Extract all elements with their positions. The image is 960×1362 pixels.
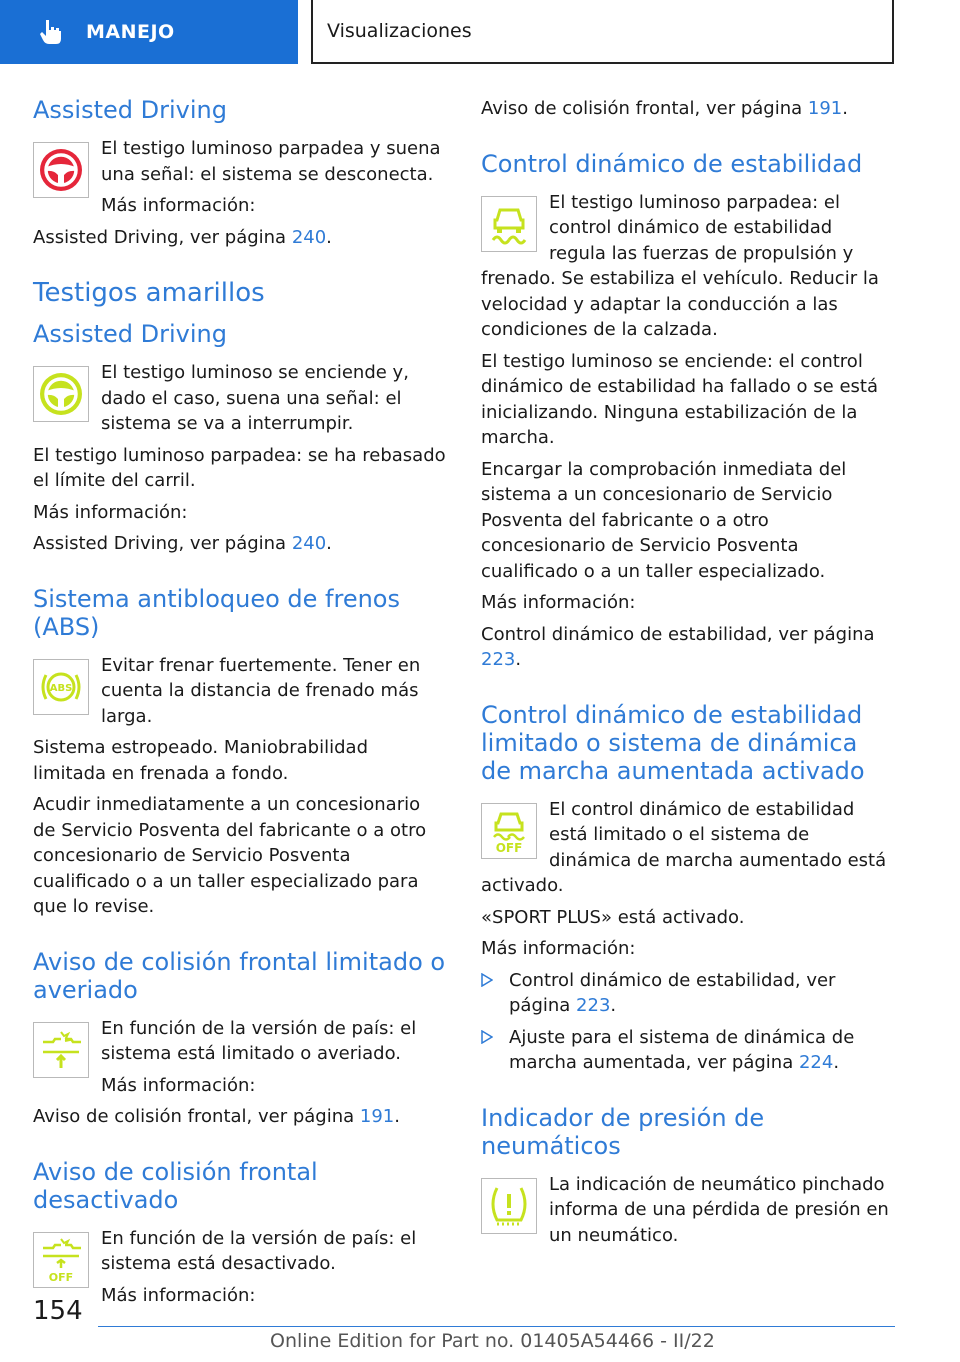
abs-icon-label: ABS — [49, 682, 73, 694]
page-link-191[interactable]: 191 — [359, 1106, 395, 1127]
page-link-191[interactable]: 191 — [807, 98, 843, 119]
stability-off-icon — [481, 803, 537, 859]
chapter-tab — [0, 0, 298, 64]
paragraph: Acudir inmediatamente a un concesionario de Servicio Posventa del fabricante o a otro concesionario de Servicio Posventa cualificado o a un taller especializado para que lo revise. — [33, 794, 427, 917]
triangle-bullet-icon — [481, 1030, 493, 1044]
hand-icon — [36, 17, 66, 47]
footer-divider — [98, 1326, 895, 1327]
block-assisted-driving-red — [33, 136, 446, 225]
heading-dsc: Control dinámico de estabilidad — [481, 149, 863, 178]
page-reference: Control dinámico de estabilidad, ver página 223. — [481, 623, 875, 670]
section-title-box — [311, 0, 894, 64]
left-column — [33, 96, 446, 1314]
reference-text: Ajuste para el sistema de dinámica de marcha aumentada, ver página — [509, 1026, 855, 1073]
heading-assisted-driving-yellow: Assisted Driving — [33, 320, 227, 348]
paragraph: Más información: — [101, 195, 256, 216]
page-link-240[interactable]: 240 — [291, 226, 327, 248]
tire-pressure-icon — [481, 1178, 537, 1234]
paragraph: Más información: — [33, 501, 188, 523]
block-collision-limited — [33, 1016, 446, 1105]
reference-text: Assisted Driving, ver página — [33, 533, 292, 554]
paragraph: Más información: — [101, 1284, 256, 1306]
heading-testigos-amarillos: Testigos amarillos — [33, 278, 265, 308]
paragraph: La indicación de neumático pinchado informa de una pérdida de presión en un neumático. — [549, 1173, 889, 1246]
steering-wheel-yellow-icon — [33, 366, 89, 422]
page-number: 154 — [33, 1296, 83, 1326]
stability-control-icon — [481, 196, 537, 252]
steering-wheel-red-icon — [33, 142, 89, 198]
block-assisted-driving-yellow — [33, 360, 446, 443]
heading-collision-off: Aviso de colisión frontal desactivado — [33, 1157, 318, 1214]
reference-text: Assisted Driving, ver página — [33, 226, 292, 248]
reference-text: Aviso de colisión frontal, ver página — [33, 1106, 360, 1127]
reference-text: Aviso de colisión frontal, ver página — [481, 98, 808, 119]
off-icon-label: OFF — [495, 840, 523, 855]
block-tire-pressure — [481, 1172, 894, 1255]
reference-list — [481, 968, 894, 1076]
block-abs — [33, 653, 446, 736]
paragraph: El testigo luminoso parpadea: se ha rebasado el límite del carril. — [33, 444, 446, 491]
reference-text: Control dinámico de estabilidad, ver página — [509, 969, 836, 1016]
paragraph: Encargar la comprobación inmediata del sistema a un concesionario de Servicio Posventa del fabricante o a otro concesionario de Servicio Posventa cualificado o a un taller especializado. — [481, 458, 847, 582]
off-icon-label: OFF — [48, 1270, 74, 1284]
page-link-223[interactable]: 223 — [481, 649, 516, 670]
block-dsc — [481, 190, 894, 343]
list-item: Ajuste para el sistema de dinámica de marcha aumentada, ver página 224. — [481, 1025, 894, 1076]
heading-dsc-limited: Control dinámico de estabilidad limitado o sistema de dinámica de marcha aumentada activado — [481, 700, 865, 785]
paragraph: El testigo luminoso se enciende y, dado el caso, suena una señal: el sistema se va a interrumpir. — [101, 362, 409, 434]
block-collision-off — [33, 1226, 446, 1315]
page-reference: Aviso de colisión frontal, ver página 191. — [481, 98, 848, 119]
heading-abs: Sistema antibloqueo de frenos (ABS) — [33, 584, 400, 641]
paragraph: El testigo luminoso parpadea y suena una señal: el sistema se desconecta. — [101, 138, 441, 185]
paragraph: «SPORT PLUS» está activado. — [481, 906, 745, 928]
paragraph: El testigo luminoso se enciende: el control dinámico de estabilidad ha fallado o se está inicializando. Ninguna estabilización de la marcha. — [481, 350, 878, 448]
abs-warning-icon — [33, 659, 89, 715]
page-reference: Assisted Driving, ver página 240. — [33, 226, 332, 248]
heading-collision-limited: Aviso de colisión frontal limitado o averiado — [33, 947, 446, 1004]
paragraph: Sistema estropeado. Maniobrabilidad limitada en frenada a fondo. — [33, 737, 368, 784]
paragraph: Evitar frenar fuertemente. Tener en cuenta la distancia de frenado más larga. — [101, 654, 421, 727]
heading-assisted-driving-red: Assisted Driving — [33, 96, 227, 124]
edition-footer: Online Edition for Part no. 01405A54466 - II/22 — [270, 1330, 715, 1352]
paragraph: Más información: — [101, 1074, 256, 1096]
page-reference: Aviso de colisión frontal, ver página 191. — [33, 1106, 400, 1127]
block-dsc-limited — [481, 797, 894, 905]
page-link-223[interactable]: 223 — [576, 995, 611, 1016]
page-link-224[interactable]: 224 — [798, 1052, 834, 1073]
section-title: Visualizaciones — [327, 20, 472, 42]
triangle-bullet-icon — [481, 973, 493, 987]
reference-text: Control dinámico de estabilidad, ver página — [481, 623, 875, 645]
page-link-240[interactable]: 240 — [291, 533, 327, 554]
list-item: Control dinámico de estabilidad, ver página 223. — [481, 968, 894, 1019]
page-reference: Assisted Driving, ver página 240. — [33, 533, 332, 554]
chapter-label: MANEJO — [86, 21, 175, 43]
paragraph: En función de la versión de país: el sistema está limitado o averiado. — [101, 1017, 417, 1064]
paragraph: Más información: — [481, 592, 636, 613]
collision-off-icon — [33, 1232, 89, 1288]
heading-tire-pressure: Indicador de presión de neumáticos — [481, 1103, 765, 1160]
collision-warning-icon — [33, 1022, 89, 1078]
paragraph: Más información: — [481, 938, 636, 959]
paragraph: El testigo luminoso parpadea: el control dinámico de estabilidad regula las fuerzas de propulsión y frenado. Se estabiliza el vehículo. Reducir la velocidad y adaptar la conducción a las condiciones de la calzada. — [481, 191, 879, 340]
right-column — [481, 96, 894, 1254]
paragraph: En función de la versión de país: el sistema está desactivado. — [101, 1227, 417, 1274]
paragraph: El control dinámico de estabilidad está limitado o el sistema de dinámica de marcha aumentado está activado. — [481, 798, 887, 896]
